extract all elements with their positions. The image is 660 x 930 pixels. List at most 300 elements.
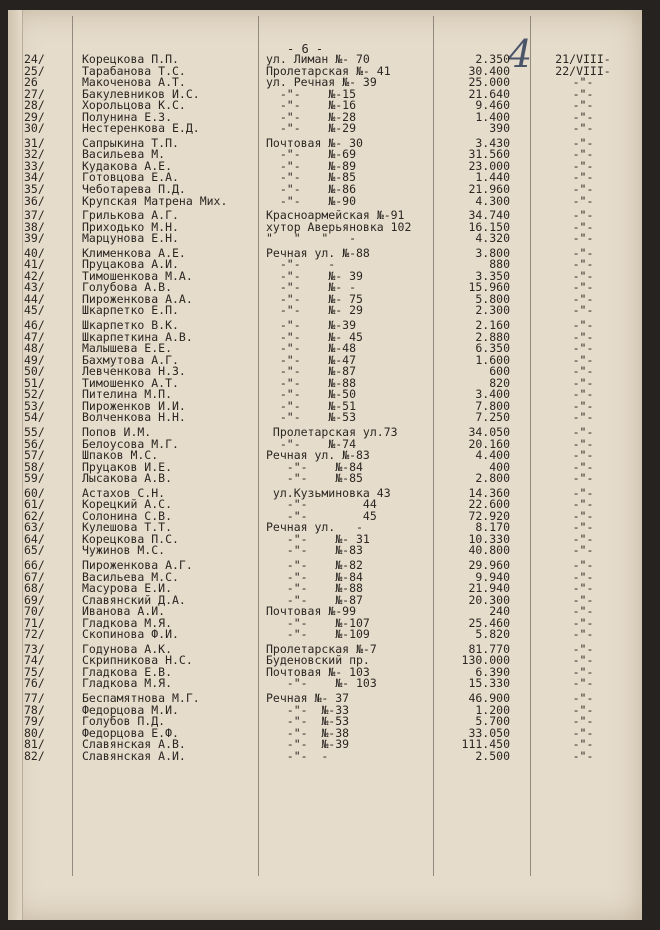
person-name: Васильева М.: [82, 147, 166, 162]
person-name: Шкарпеткина А.В.: [82, 329, 193, 344]
amount: 4.320: [475, 231, 510, 246]
table-row: [8, 412, 642, 424]
address: Почтовая №- 103: [266, 664, 370, 679]
address: Красноармейская №-91: [266, 208, 405, 223]
date: -"-: [572, 641, 594, 656]
address: " " " -: [266, 231, 357, 246]
person-name: Гладкова Е.В.: [82, 664, 173, 679]
person-name: Федорцова М.И.: [82, 702, 179, 717]
address: -"- №-90: [266, 193, 357, 208]
date: -"-: [572, 280, 594, 295]
amount: 1.400: [475, 109, 510, 124]
address: -"- 45: [266, 508, 377, 523]
row-number: 29/: [24, 109, 45, 124]
address: -"- №-82: [266, 557, 363, 572]
amount: 2.880: [475, 329, 510, 344]
date: -"-: [572, 245, 594, 260]
amount: 2.300: [475, 303, 510, 318]
person-name: Солонина С.В.: [82, 508, 173, 523]
address: Речная ул. -: [266, 520, 363, 535]
person-name: Иванова А.И.: [82, 604, 166, 619]
row-number: 30/: [24, 121, 45, 136]
row-number: 38/: [24, 219, 45, 234]
date: -"-: [572, 531, 594, 546]
person-name: Тимошенкова М.А.: [82, 268, 193, 283]
amount: 29.960: [468, 557, 510, 572]
amount: 20.160: [468, 436, 510, 451]
address: -"- №-69: [266, 147, 357, 162]
address: -"- №-87: [266, 592, 363, 607]
person-name: Голубов П.Д.: [82, 714, 166, 729]
date: 22/VIII-: [555, 63, 611, 78]
date: -"-: [572, 737, 594, 752]
date: -"-: [572, 341, 594, 356]
date: -"-: [572, 158, 594, 173]
amount: 21.960: [468, 182, 510, 197]
date: -"-: [572, 364, 594, 379]
date: -"-: [572, 329, 594, 344]
row-number: 27/: [24, 86, 45, 101]
row-number: 24/: [24, 52, 45, 66]
person-name: Нестеренкова Е.Д.: [82, 121, 200, 136]
address: -"- -: [266, 257, 336, 272]
amount: 240: [489, 604, 510, 619]
date: -"-: [572, 303, 594, 318]
address: -"- №-109: [266, 627, 370, 642]
person-name: Славянская А.И.: [82, 748, 186, 763]
row-number: 79/: [24, 714, 45, 729]
amount: 5.700: [475, 714, 510, 729]
address: -"- №-83: [266, 543, 363, 558]
address: Речная ул. №-83: [266, 448, 370, 463]
row-number: 58/: [24, 459, 45, 474]
page-number: - 6 -: [287, 42, 324, 56]
person-name: Марцунова Е.Н.: [82, 231, 179, 246]
address: -"- №- 75: [266, 291, 363, 306]
address: -"- №- -: [266, 280, 357, 295]
amount: 33.050: [468, 725, 510, 740]
date: -"-: [572, 410, 594, 425]
amount: 400: [489, 459, 510, 474]
date: -"-: [572, 520, 594, 535]
person-name: Чеботарева П.Д.: [82, 182, 186, 197]
row-number: 33/: [24, 158, 45, 173]
address: Пролетарская №- 41: [266, 63, 391, 78]
person-name: Корецкий А.С.: [82, 497, 173, 512]
date: -"-: [572, 508, 594, 523]
row-number: 49/: [24, 352, 45, 367]
row-number: 39/: [24, 231, 45, 246]
person-name: Тарабанова Т.С.: [82, 63, 186, 78]
date: -"-: [572, 219, 594, 234]
row-number: 80/: [24, 725, 45, 740]
amount: 23.000: [468, 158, 510, 173]
amount: 3.350: [475, 268, 510, 283]
address: -"- №-47: [266, 352, 357, 367]
table-row: [8, 123, 642, 135]
row-number: 31/: [24, 135, 45, 150]
row-number: 37/: [24, 208, 45, 223]
table-row: [8, 305, 642, 317]
table-row: [8, 748, 642, 763]
handwritten-mark: 4: [508, 32, 533, 76]
row-number: 77/: [24, 690, 45, 705]
person-name: Приходько М.Н.: [82, 219, 179, 234]
amount: 72.920: [468, 508, 510, 523]
date: -"-: [572, 543, 594, 558]
date: -"-: [572, 627, 594, 642]
amount: 4.400: [475, 448, 510, 463]
row-number: 69/: [24, 592, 45, 607]
date: -"-: [572, 182, 594, 197]
amount: 600: [489, 364, 510, 379]
date: -"-: [572, 147, 594, 162]
amount: 5.820: [475, 627, 510, 642]
person-name: Хорольцова К.С.: [82, 98, 186, 113]
address: хутор Аверьяновка 102: [266, 219, 412, 234]
date: -"-: [572, 109, 594, 124]
table-row: [8, 233, 642, 245]
address: -"- №-86: [266, 182, 357, 197]
address: Пролетарская ул.73: [266, 424, 398, 439]
date: -"-: [572, 436, 594, 451]
row-number: 82/: [24, 748, 45, 763]
amount: 15.960: [468, 280, 510, 295]
amount: 34.050: [468, 424, 510, 439]
amount: 3.430: [475, 135, 510, 150]
amount: 9.940: [475, 569, 510, 584]
address: -"- №- 29: [266, 303, 363, 318]
row-number: 32/: [24, 147, 45, 162]
person-name: Готовцова Е.А.: [82, 170, 179, 185]
date: -"-: [572, 231, 594, 246]
person-name: Чужинов М.С.: [82, 543, 166, 558]
amount: 2.160: [475, 318, 510, 333]
address: -"- №-15: [266, 86, 357, 101]
row-number: 68/: [24, 581, 45, 596]
address: -"- №-107: [266, 615, 370, 630]
date: -"-: [572, 135, 594, 150]
address: -"- №-84: [266, 569, 363, 584]
date: -"-: [572, 471, 594, 486]
person-name: Пироженкова А.Г.: [82, 557, 193, 572]
date: -"-: [572, 318, 594, 333]
person-name: Васильева М.С.: [82, 569, 179, 584]
person-name: Пителина М.П.: [82, 387, 173, 402]
row-number: 43/: [24, 280, 45, 295]
person-name: Лысакова А.В.: [82, 471, 173, 486]
amount: 21.640: [468, 86, 510, 101]
row-number: 67/: [24, 569, 45, 584]
address: Почтовая №-99: [266, 604, 357, 619]
date: -"-: [572, 268, 594, 283]
amount: 880: [489, 257, 510, 272]
person-name: Славянский Д.А.: [82, 592, 186, 607]
address: -"- №-84: [266, 459, 363, 474]
address: -"- №- 103: [266, 676, 377, 691]
date: -"-: [572, 604, 594, 619]
address: -"- №- 31: [266, 531, 370, 546]
row-number: 62/: [24, 508, 45, 523]
table-row: [8, 473, 642, 485]
address: Речная №- 37: [266, 690, 350, 705]
table-row: [8, 678, 642, 690]
person-name: Пироженков И.И.: [82, 398, 186, 413]
person-name: Пруцаков И.Е.: [82, 459, 173, 474]
row-number: 65/: [24, 543, 45, 558]
address: Пролетарская №-7: [266, 641, 377, 656]
address: -"- №-85: [266, 471, 363, 486]
amount: 81.770: [468, 641, 510, 656]
amount: 34.740: [468, 208, 510, 223]
person-name: Беспамятнова М.Г.: [82, 690, 200, 705]
amount: 9.460: [475, 98, 510, 113]
row-number: 28/: [24, 98, 45, 113]
address: -"- №-87: [266, 364, 357, 379]
amount: 16.150: [468, 219, 510, 234]
table-row: [8, 629, 642, 641]
person-name: Корецкова П.С.: [82, 531, 179, 546]
person-name: Бакулевников И.С.: [82, 86, 200, 101]
person-name: Кудакова А.Е.: [82, 158, 173, 173]
row-number: 53/: [24, 398, 45, 413]
date: -"-: [572, 398, 594, 413]
person-name: Корецкова П.П.: [82, 52, 179, 66]
row-number: 46/: [24, 318, 45, 333]
person-name: Тимошенко А.Т.: [82, 375, 179, 390]
address: -"- №- 45: [266, 329, 363, 344]
amount: 15.330: [468, 676, 510, 691]
date: -"-: [572, 424, 594, 439]
date: -"-: [572, 98, 594, 113]
row-number: 26: [24, 75, 38, 90]
amount: 25.460: [468, 615, 510, 630]
amount: 390: [489, 121, 510, 136]
address: -"- №-29: [266, 121, 357, 136]
address: -"- №-53: [266, 714, 350, 729]
amount: 6.350: [475, 341, 510, 356]
amount: 25.000: [468, 75, 510, 90]
address: -"- №-39: [266, 318, 357, 333]
row-number: 41/: [24, 257, 45, 272]
person-name: Бахмутова А.Г.: [82, 352, 179, 367]
row-number: 81/: [24, 737, 45, 752]
amount: 1.440: [475, 170, 510, 185]
person-name: Астахов С.Н.: [82, 485, 166, 500]
row-number: 73/: [24, 641, 45, 656]
person-name: Шкарпетко В.К.: [82, 318, 179, 333]
person-name: Пруцакова А.И.: [82, 257, 179, 272]
date: -"-: [572, 352, 594, 367]
row-number: 55/: [24, 424, 45, 439]
date: -"-: [572, 387, 594, 402]
date: -"-: [572, 569, 594, 584]
document-page: [8, 10, 642, 920]
row-number: 63/: [24, 520, 45, 535]
person-name: Славянская А.В.: [82, 737, 186, 752]
address: -"- №-74: [266, 436, 357, 451]
row-number: 76/: [24, 676, 45, 691]
person-name: Гладкова М.Я.: [82, 615, 173, 630]
row-number: 71/: [24, 615, 45, 630]
date: -"-: [572, 485, 594, 500]
amount: 2.500: [475, 748, 510, 763]
amount: 1.600: [475, 352, 510, 367]
address: -"- №- 39: [266, 268, 363, 283]
address: -"- №-48: [266, 341, 357, 356]
person-name: Кулешова Т.Т.: [82, 520, 173, 535]
date: -"-: [572, 257, 594, 272]
row-number: 70/: [24, 604, 45, 619]
person-name: Крупская Матрена Мих.: [82, 193, 228, 208]
address: -"- №-51: [266, 398, 357, 413]
address: -"- №-39: [266, 737, 350, 752]
person-name: Скрипникова Н.С.: [82, 653, 193, 668]
row-number: 75/: [24, 664, 45, 679]
person-name: Гладкова М.Я.: [82, 676, 173, 691]
amount: 46.900: [468, 690, 510, 705]
row-number: 61/: [24, 497, 45, 512]
row-number: 72/: [24, 627, 45, 642]
person-name: Масурова Е.И.: [82, 581, 173, 596]
amount: 8.170: [475, 520, 510, 535]
address: Буденовский пр.: [266, 653, 370, 668]
amount: 40.800: [468, 543, 510, 558]
row-number: 50/: [24, 364, 45, 379]
row-number: 48/: [24, 341, 45, 356]
address: Речная ул. №-88: [266, 245, 370, 260]
date: -"-: [572, 615, 594, 630]
amount: 31.560: [468, 147, 510, 162]
address: -"- -: [266, 748, 329, 763]
address: -"- №-33: [266, 702, 350, 717]
row-number: 47/: [24, 329, 45, 344]
amount: 6.390: [475, 664, 510, 679]
address: -"- №-50: [266, 387, 357, 402]
row-number: 45/: [24, 303, 45, 318]
person-name: Малышева Е.Е.: [82, 341, 173, 356]
date: -"-: [572, 557, 594, 572]
person-name: Грилькова А.Г.: [82, 208, 179, 223]
row-number: 59/: [24, 471, 45, 486]
amount: 20.300: [468, 592, 510, 607]
date: -"-: [572, 664, 594, 679]
amount: 2.350: [475, 52, 510, 66]
amount: 22.600: [468, 497, 510, 512]
amount: 3.800: [475, 245, 510, 260]
date: -"-: [572, 291, 594, 306]
person-name: Волченкова Н.Н.: [82, 410, 186, 425]
address: -"- №-28: [266, 109, 357, 124]
person-name: Голубова А.В.: [82, 280, 173, 295]
date: -"-: [572, 448, 594, 463]
date: -"-: [572, 702, 594, 717]
person-name: Федорцова Е.Ф.: [82, 725, 179, 740]
row-number: 25/: [24, 63, 45, 78]
amount: 2.800: [475, 471, 510, 486]
amount: 111.450: [461, 737, 510, 752]
amount: 3.400: [475, 387, 510, 402]
person-name: Шкарпетко Е.П.: [82, 303, 179, 318]
table-row: [8, 545, 642, 557]
date: -"-: [572, 193, 594, 208]
date: -"-: [572, 748, 594, 763]
date: -"-: [572, 121, 594, 136]
person-name: Пироженкова А.А.: [82, 291, 193, 306]
register-table: [8, 54, 642, 762]
row-number: 74/: [24, 653, 45, 668]
address: -"- №-53: [266, 410, 357, 425]
row-number: 60/: [24, 485, 45, 500]
amount: 7.250: [475, 410, 510, 425]
amount: 5.800: [475, 291, 510, 306]
person-name: Скопинова Ф.И.: [82, 627, 179, 642]
address: Почтовая №- 30: [266, 135, 363, 150]
row-number: 42/: [24, 268, 45, 283]
row-number: 35/: [24, 182, 45, 197]
address: -"- №-85: [266, 170, 357, 185]
person-name: Клименкова А.Е.: [82, 245, 186, 260]
row-number: 52/: [24, 387, 45, 402]
row-number: 57/: [24, 448, 45, 463]
address: ул. Лиман №- 70: [266, 52, 370, 66]
amount: 1.200: [475, 702, 510, 717]
row-number: 56/: [24, 436, 45, 451]
date: -"-: [572, 459, 594, 474]
amount: 30.400: [468, 63, 510, 78]
date: -"-: [572, 581, 594, 596]
person-name: Шпаков М.С.: [82, 448, 159, 463]
date: -"-: [572, 170, 594, 185]
amount: 7.800: [475, 398, 510, 413]
person-name: Годунова А.К.: [82, 641, 173, 656]
date: -"-: [572, 714, 594, 729]
amount: 10.330: [468, 531, 510, 546]
date: -"-: [572, 375, 594, 390]
date: -"-: [572, 592, 594, 607]
amount: 820: [489, 375, 510, 390]
date: -"-: [572, 690, 594, 705]
amount: 130.000: [461, 653, 510, 668]
date: 21/VIII-: [555, 52, 611, 66]
address: -"- 44: [266, 497, 377, 512]
address: -"- №-16: [266, 98, 357, 113]
address: ул.Кузьминовка 43: [266, 485, 391, 500]
date: -"-: [572, 653, 594, 668]
row-number: 40/: [24, 245, 45, 260]
table-row: [8, 193, 642, 208]
row-number: 54/: [24, 410, 45, 425]
address: -"- №-38: [266, 725, 350, 740]
person-name: Белоусова М.Г.: [82, 436, 179, 451]
amount: 21.940: [468, 581, 510, 596]
amount: 4.300: [475, 193, 510, 208]
date: -"-: [572, 75, 594, 90]
date: -"-: [572, 725, 594, 740]
row-number: 36/: [24, 193, 45, 208]
person-name: Полунина Е.З.: [82, 109, 173, 124]
amount: 14.360: [468, 485, 510, 500]
date: -"-: [572, 208, 594, 223]
row-number: 51/: [24, 375, 45, 390]
address: -"- №-88: [266, 375, 357, 390]
address: ул. Речная №- 39: [266, 75, 377, 90]
address: -"- №-88: [266, 581, 363, 596]
row-number: 34/: [24, 170, 45, 185]
person-name: Сапрыкина Т.П.: [82, 135, 179, 150]
person-name: Макоченова А.Т.: [82, 75, 186, 90]
row-number: 66/: [24, 557, 45, 572]
